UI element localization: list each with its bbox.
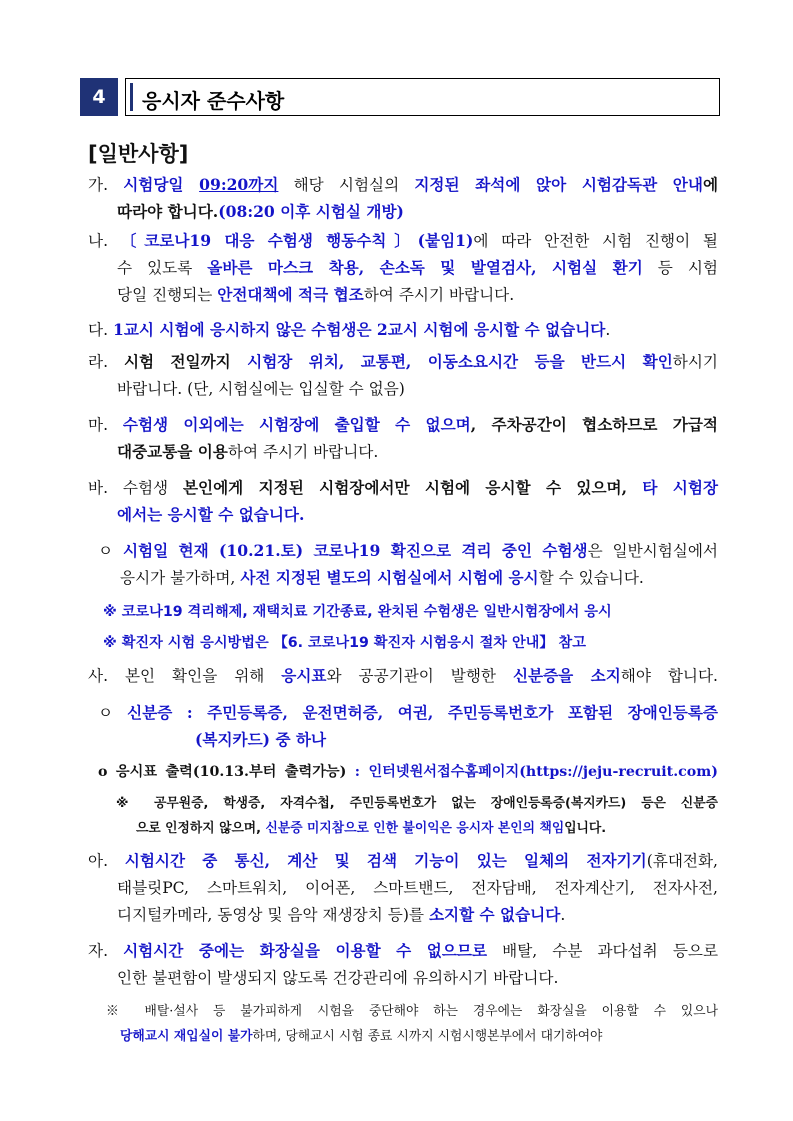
item-sa-id-line2: (복지카드) 중 하나 <box>195 730 327 749</box>
item-ma-line1: 마. 수험생 이외에는 시험장에 출입할 수 없으며, 주차공간이 협소하므로 가급적 <box>88 415 719 434</box>
item-a-line1: 아. 시험시간 중 통신, 계산 및 검색 기능이 있는 일체의 전자기기(휴대전화, <box>88 851 718 870</box>
item-ga-line1: 가. 시험당일 09:20까지 해당 시험실의 지정된 좌석에 앉아 시험감독관 안내에 <box>88 175 719 194</box>
item-ba-sub-line1: ㅇ 시험일 현재 (10.21.토) 코로나19 확진으로 격리 중인 수험생은 일반시험실에서 <box>98 541 718 560</box>
item-da-line1: 다. 1교시 시험에 응시하지 않은 수험생은 2교시 시험에 응시할 수 없습니다. <box>88 320 611 339</box>
item-sa-note2: 으로 인정하지 않으며, 신분증 미지참으로 인한 불이익은 응시자 본인의 책임입니다. <box>136 821 607 836</box>
item-sa-ticket: o 응시표 출력(10.13.부터 출력가능) : 인터넷원서접수홈페이지(https://jeju-recruit.com) <box>98 764 718 780</box>
general-rules-heading: [일반사항] <box>88 142 189 166</box>
item-ba-note1: ※ 코로나19 격리해제, 재택치료 기간종료, 완치된 수험생은 일반시험장에서 응시 <box>103 604 612 620</box>
item-ja-line1: 자. 시험시간 중에는 화장실을 이용할 수 없으므로 배탈, 수분 과다섭취 등으로 <box>88 941 719 960</box>
item-sa-note1: ※ 공무원증, 학생증, 자격수첩, 주민등록번호가 없는 장애인등록증(복지카드) 등은 신분증 <box>116 796 718 811</box>
item-na-line3: 당일 진행되는 안전대책에 적극 협조하여 주시기 바랍니다. <box>117 285 515 304</box>
section-number-badge: 4 <box>80 78 118 116</box>
item-ra-line2: 바랍니다. (단, 시험실에는 입실할 수 없음) <box>117 380 405 398</box>
item-a-line2: 태블릿PC, 스마트워치, 이어폰, 스마트밴드, 전자담배, 전자계산기, 전자사전, <box>117 879 718 897</box>
item-ra-line1: 라. 시험 전일까지 시험장 위치, 교통편, 이동소요시간 등을 반드시 확인하시기 <box>88 352 718 371</box>
item-ba-note2: ※ 확진자 시험 응시방법은 【6. 코로나19 확진자 시험응시 절차 안내】 참고 <box>103 635 586 651</box>
item-ja-note2: 당해교시 재입실이 불가하며, 당해교시 시험 종료 시까지 시험시행본부에서 대기하여야 <box>120 1029 603 1044</box>
item-ba-line1: 바. 수험생 본인에게 지정된 시험장에서만 시험에 응시할 수 있으며, 타 시험장 <box>88 478 719 497</box>
section-title: 응시자 준수사항 <box>142 89 285 113</box>
item-a-line3: 디지털카메라, 동영상 및 음악 재생장치 등)를 소지할 수 없습니다. <box>117 905 566 924</box>
item-ja-note1: ※ 배탈·설사 등 불가피하게 시험을 중단해야 하는 경우에는 화장실을 이용할 수 있으나 <box>106 1004 718 1019</box>
item-ja-line2: 인한 불편함이 발생되지 않도록 건강관리에 유의하시기 바랍니다. <box>117 969 559 987</box>
section-title-box <box>125 78 720 116</box>
item-ba-line2: 에서는 응시할 수 없습니다. <box>117 505 305 524</box>
item-ga-line2: 따라야 합니다.(08:20 이후 시험실 개방) <box>117 202 404 221</box>
section-header <box>80 78 720 116</box>
item-ba-sub-line2: 응시가 불가하며, 사전 지정된 별도의 시험실에서 시험에 응시할 수 있습니다. <box>120 568 644 587</box>
item-na-line1: 나. 〔코로나19 대응 수험생 행동수칙〕(붙임1)에 따라 안전한 시험 진행이 될 <box>88 231 718 250</box>
item-sa-id-line1: ㅇ 신분증 : 주민등록증, 운전면허증, 여권, 주민등록번호가 포함된 장애인등록증 <box>98 703 718 722</box>
item-ma-line2: 대중교통을 이용하여 주시기 바랍니다. <box>117 442 379 461</box>
item-na-line2: 수 있도록 올바른 마스크 착용, 손소독 및 발열검사, 시험실 환기 등 시험 <box>117 258 718 277</box>
item-sa-line1: 사. 본인 확인을 위해 응시표와 공공기관이 발행한 신분증을 소지해야 합니다. <box>88 666 718 685</box>
